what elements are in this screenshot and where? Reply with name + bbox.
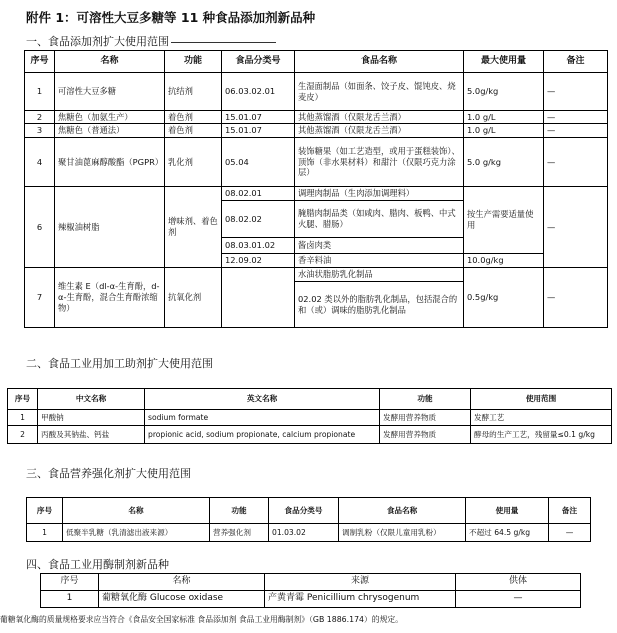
header-cell: 中文名称 <box>38 389 145 410</box>
food-category-code: 15.01.07 <box>222 111 295 124</box>
section4-heading: 四、食品工业用酶制剂新品种 <box>26 558 169 571</box>
table-row <box>25 268 608 282</box>
header-cell: 名称 <box>63 498 210 524</box>
usage-amount: 不超过 64.5 g/kg <box>466 524 549 542</box>
row-number: 3 <box>25 124 55 138</box>
table-header-row <box>8 389 612 410</box>
table-header-row <box>27 498 591 524</box>
additive-name: 维生素 E（dl-α-生育酚，d-α-生育酚，混合生育酚浓缩物） <box>55 268 165 328</box>
table-row <box>8 410 612 426</box>
additive-function: 着色剂 <box>165 124 222 138</box>
header-cell: 名称 <box>99 574 265 591</box>
row-number: 1 <box>25 73 55 111</box>
food-category-code: 12.09.02 <box>222 254 295 268</box>
header-cell: 序号 <box>8 389 38 410</box>
table-header-row <box>41 574 581 591</box>
food-name: 调理肉制品（生肉添加调理料） <box>295 187 464 201</box>
additive-name: 焦糖色（普通法） <box>55 124 165 138</box>
page-title: 附件 1：可溶性大豆多糖等 11 种食品添加剂新品种 <box>26 10 316 25</box>
table-row <box>25 138 608 187</box>
header-cell: 英文名称 <box>145 389 380 410</box>
row-number: 7 <box>25 268 55 328</box>
additive-table <box>24 50 608 328</box>
max-usage: 0.5g/kg <box>464 268 544 328</box>
row-number: 1 <box>41 591 99 608</box>
food-name: 腌腊肉制品类（如咸肉、腊肉、板鸭、中式火腿、腊肠） <box>295 201 464 238</box>
header-cell: 最大使用量 <box>464 51 544 73</box>
food-category-code: 15.01.07 <box>222 124 295 138</box>
heading-rule <box>171 42 276 43</box>
english-name: sodium formate <box>145 410 380 426</box>
max-usage: 按生产需要适量使用 <box>464 187 544 254</box>
row-number: 1 <box>27 524 63 542</box>
english-name: propionic acid, sodium propionate, calcium propionate <box>145 426 380 444</box>
enzyme-table <box>40 573 581 608</box>
header-cell: 序号 <box>27 498 63 524</box>
food-name: 生湿面制品（如面条、饺子皮、馄饨皮、烧麦皮） <box>295 73 464 111</box>
remark: — <box>544 138 608 187</box>
additive-name: 可溶性大豆多糖 <box>55 73 165 111</box>
row-number: 2 <box>8 426 38 444</box>
processing-aid-table <box>7 388 612 444</box>
max-usage: 5.0g/kg <box>464 73 544 111</box>
header-cell: 使用范围 <box>471 389 612 410</box>
section3-heading: 三、食品营养强化剂扩大使用范围 <box>26 467 191 480</box>
header-cell: 功能 <box>165 51 222 73</box>
remark: — <box>544 187 608 268</box>
table-row <box>8 426 612 444</box>
section2-heading: 二、食品工业用加工助剂扩大使用范围 <box>26 357 213 370</box>
header-cell: 序号 <box>25 51 55 73</box>
additive-name: 焦糖色（加氨生产） <box>55 111 165 124</box>
additive-function: 乳化剂 <box>165 138 222 187</box>
food-category-code: 08.02.02 <box>222 201 295 238</box>
food-category-code: 08.03.01.02 <box>222 238 295 254</box>
header-cell: 供体 <box>456 574 581 591</box>
food-category-code: 06.03.02.01 <box>222 73 295 111</box>
table-row <box>25 73 608 111</box>
food-name: 水油状脂肪乳化制品 <box>295 268 464 282</box>
table-header-row <box>25 51 608 73</box>
enzyme-donor: — <box>456 591 581 608</box>
remark: — <box>544 73 608 111</box>
additive-function: 抗结剂 <box>165 73 222 111</box>
row-number: 6 <box>25 187 55 268</box>
header-cell: 食品分类号 <box>222 51 295 73</box>
footnote: 葡糖氧化酶的质量规格要求应当符合《食品安全国家标准 食品添加剂 食品工业用酶制剂》（GB 1886.174）的规定。 <box>0 615 403 624</box>
header-cell: 食品名称 <box>295 51 464 73</box>
header-cell: 序号 <box>41 574 99 591</box>
enzyme-source: 产黄青霉 Penicillium chrysogenum <box>265 591 456 608</box>
row-number: 2 <box>25 111 55 124</box>
header-cell: 功能 <box>380 389 471 410</box>
header-cell: 来源 <box>265 574 456 591</box>
chinese-name: 丙酸及其钠盐、钙盐 <box>38 426 145 444</box>
food-name: 香辛料油 <box>295 254 464 268</box>
additive-function: 着色剂 <box>165 111 222 124</box>
enzyme-name: 葡糖氧化酶 Glucose oxidase <box>99 591 265 608</box>
max-usage: 5.0 g/kg <box>464 138 544 187</box>
section1-heading: 一、食品添加剂扩大使用范围 <box>26 33 276 49</box>
header-cell: 食品名称 <box>339 498 466 524</box>
table-row <box>27 524 591 542</box>
additive-name: 聚甘油蓖麻醇酸酯（PGPR） <box>55 138 165 187</box>
food-category-code: 01.03.02 <box>269 524 339 542</box>
chinese-name: 甲酸钠 <box>38 410 145 426</box>
header-cell: 备注 <box>549 498 591 524</box>
usage-scope: 酵母的生产工艺，残留量≤0.1 g/kg <box>471 426 612 444</box>
max-usage: 1.0 g/L <box>464 124 544 138</box>
fortifier-function: 营养强化剂 <box>210 524 269 542</box>
fortifier-table <box>26 497 591 542</box>
max-usage: 10.0g/kg <box>464 254 544 268</box>
food-category-code <box>222 268 295 328</box>
remark: — <box>544 124 608 138</box>
additive-function: 抗氧化剂 <box>165 268 222 328</box>
max-usage: 1.0 g/L <box>464 111 544 124</box>
row-number: 4 <box>25 138 55 187</box>
fortifier-name: 低聚半乳糖（乳清滤出液来源） <box>63 524 210 542</box>
row-number: 1 <box>8 410 38 426</box>
food-category-code: 05.04 <box>222 138 295 187</box>
food-name: 酱卤肉类 <box>295 238 464 254</box>
table-row <box>25 187 608 201</box>
header-cell: 功能 <box>210 498 269 524</box>
remark: — <box>544 268 608 328</box>
food-name: 其他蒸馏酒（仅限龙舌兰酒） <box>295 111 464 124</box>
header-cell: 使用量 <box>466 498 549 524</box>
additive-name: 辣椒油树脂 <box>55 187 165 268</box>
aid-function: 发酵用营养物质 <box>380 426 471 444</box>
header-cell: 名称 <box>55 51 165 73</box>
table-row <box>25 124 608 138</box>
table-row <box>41 591 581 608</box>
aid-function: 发酵用营养物质 <box>380 410 471 426</box>
food-category-code: 08.02.01 <box>222 187 295 201</box>
usage-scope: 发酵工艺 <box>471 410 612 426</box>
food-name: 其他蒸馏酒（仅限龙舌兰酒） <box>295 124 464 138</box>
food-name: 02.02 类以外的脂肪乳化制品，包括混合的和（或）调味的脂肪乳化制品 <box>295 282 464 328</box>
additive-function: 增味剂、着色剂 <box>165 187 222 268</box>
remark: — <box>544 111 608 124</box>
food-name: 装饰糖果（如工艺造型，或用于蛋糕装饰）、顶饰（非水果材料）和甜汁（仅限巧克力涂层） <box>295 138 464 187</box>
table-row <box>25 111 608 124</box>
header-cell: 食品分类号 <box>269 498 339 524</box>
food-name: 调制乳粉（仅限儿童用乳粉） <box>339 524 466 542</box>
remark: — <box>549 524 591 542</box>
header-cell: 备注 <box>544 51 608 73</box>
